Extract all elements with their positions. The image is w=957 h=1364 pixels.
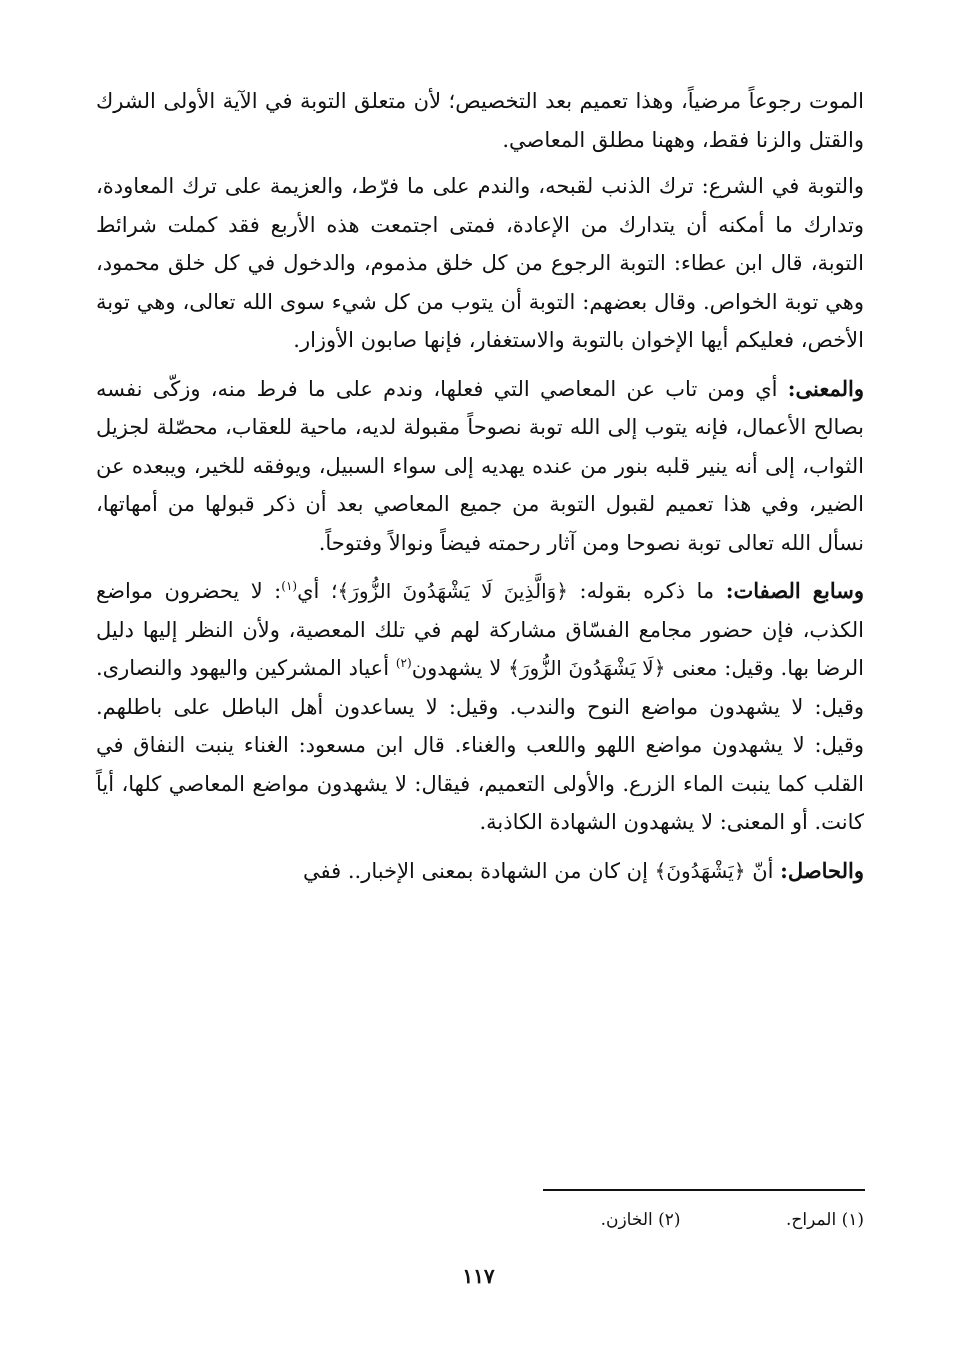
quran-verse-1: ﴿وَالَّذِينَ لَا يَشْهَدُونَ الزُّورَ﴾ [337,579,569,603]
quran-verse-3: ﴿يَشْهَدُونَ﴾ [654,858,746,883]
footnote-1: (١) المراح. [785,1210,864,1230]
footnote-ref-1: (١) [281,579,298,593]
paragraph-4-text-5: أعياد المشركين واليهود والنصارى. وقيل: لا يشهدون مواضع النوح والندب. وقيل: لا يساعدون أهل الباطل على باطلهم. وقيل: لا يشهدون مواضع اللهو واللعب والغناء. قال ابن مسعود: الغناء ينبت النفاق في القلب كما ينبت الماء الزرع. والأولى التعميم، فيقال: لا يشهدون مواضع المعاصي كلها، أياً كانت. أو المعنى: لا يشهدون الشهادة الكاذبة. [96,656,864,834]
paragraph-1-text: الموت رجوعاً مرضياً، وهذا تعميم بعد التخصيص؛ لأن متعلق التوبة في الآية الأولى الشرك والقتل والزنا فقط، وههنا مطلق المعاصي. [96,89,864,152]
paragraph-3 [96,370,864,563]
paragraph-5 [96,852,864,891]
paragraph-3-text: أي ومن تاب عن المعاصي التي فعلها، وندم على ما فرط منه، وزكّى نفسه بصالح الأعمال، فإنه يتوب إلى الله توبة نصوحاً مقبولة لديه، ماحية للعقاب، محصّلة لجزيل الثواب، إلى أنه ينير قلبه بنور من عنده يهديه إلى سواء السبيل، ويوفقه للخير، ويبعده عن الضير، وفي هذا تعميم لقبول التوبة من جميع المعاصي بعد أن ذكر قبولها من أمهاتها، نسأل الله تعالى توبة نصوحا ومن آثار رحمته فيضاً ونوالاً وفتوحاً. [96,376,864,555]
paragraph-4-text-2: ؛ أي [297,579,338,603]
paragraph-4-text-1: ما ذكره بقوله: [579,579,715,603]
paragraph-4-text-4: لا يشهدون [411,656,502,680]
paragraph-2-text: والتوبة في الشرع: ترك الذنب لقبحه، والندم على ما فرّط، والعزيمة على ترك المعاودة، وتدارك ما أمكنه أن يتدارك من الإعادة، فمتى اجتمعت هذه الأربع فقد كملت شرائط التوبة، قال ابن عطاء: التوبة الرجوع من كل خلق مذموم، والدخول في كل خلق محمود، وهي توبة الخواص. وقال بعضهم: التوبة أن يتوب من كل شيء سوى الله تعالى، وهي توبة الأخص، فعليكم أيها الإخوان بالتوبة والاستغفار، فإنها صابون الأوزار. [96,174,864,352]
footnotes [300,1206,864,1234]
paragraph-4-text-3: : لا يحضرون مواضع الكذب، فإن حضور مجامع الفسّاق مشاركة لهم في تلك المعصية، ولأن النظر إليها دليل الرضا بها. وقيل: معنى [96,579,865,680]
paragraph-2 [96,167,864,360]
footnote-ref-2: (٢) [395,656,412,670]
paragraph-3-lead: والمعنى: [787,375,864,401]
paragraph-4-lead: وسابع الصفات: [725,578,864,603]
page-number: ١١٧ [462,1264,495,1288]
paragraph-5-text-2: إن كان من الشهادة بمعنى الإخبار.. ففي [303,858,648,883]
page-body [96,82,864,900]
paragraph-5-text-1: أنّ [752,858,774,883]
paragraph-5-lead: والحاصل: [780,857,864,883]
paragraph-1 [96,82,864,159]
footnote-divider [543,1189,865,1191]
footnote-2: (٢) الخازن. [600,1210,681,1230]
paragraph-4 [96,572,864,842]
quran-verse-2: ﴿لَا يَشْهَدُونَ الزُّورَ﴾ [508,656,666,680]
